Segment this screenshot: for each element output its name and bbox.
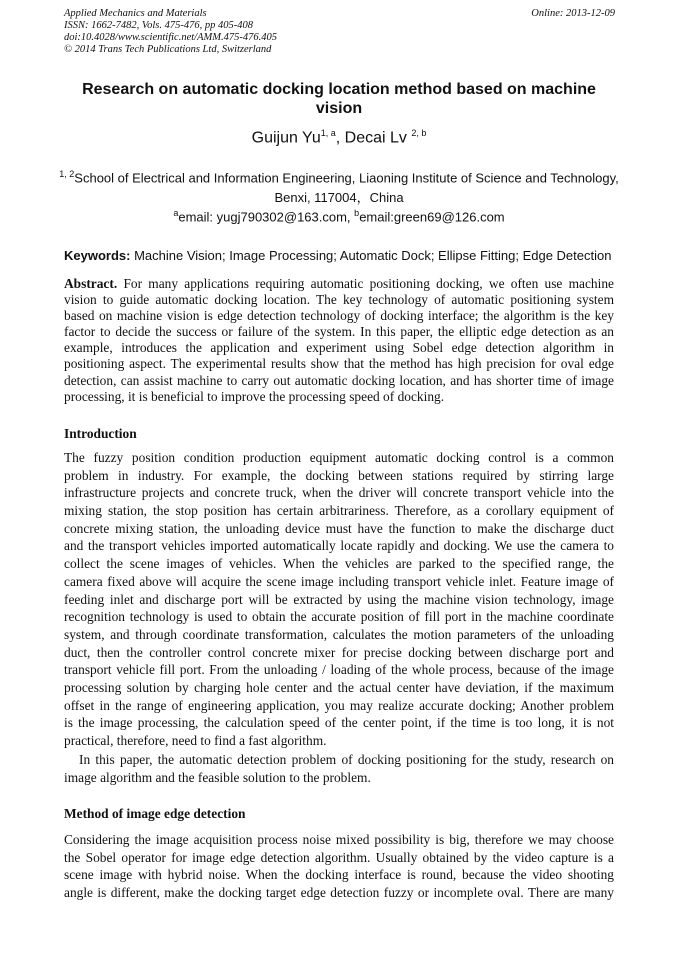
text-line: angle is different, make the docking target edge detection fuzzy or incomplete oval. There are many: [64, 885, 614, 901]
author-separator: ,: [335, 129, 345, 147]
introduction-paragraph: [64, 751, 614, 786]
keywords: [64, 248, 611, 263]
affiliation-line: School of Electrical and Information Engineering, Liaoning Institute of Science and Technology,: [74, 170, 619, 186]
text-line: and the transport vehicles imported automatically locate rapidly and docking. We use the camera to: [64, 538, 614, 554]
text-line: [64, 276, 614, 292]
text-line: positioning aspect. The experimental results show that the method has high precision for oval edge: [64, 356, 614, 372]
text-line: detection, can assist machine to carry out automatic docking location, and has shorter time of image: [64, 372, 614, 388]
emails: [64, 208, 614, 224]
text-line: image algorithm and the feasible solution to the problem.: [64, 769, 371, 785]
affiliation: [50, 164, 628, 208]
text-line: processing solution by charging hole center and the actual center have deviation, if the maximum: [64, 679, 614, 695]
text-line: problem in industry. For example, the docking between stations required by stirring large: [64, 467, 614, 483]
author-name: Decai Lv: [344, 129, 412, 147]
text-line: processing, it is beneficial to improve the processing speed of docking.: [64, 388, 445, 404]
text-line: The fuzzy position condition production equipment automatic docking control is a common: [64, 450, 614, 465]
method-paragraph: [64, 831, 614, 902]
authors: [64, 128, 614, 147]
keywords-label: Keywords:: [64, 248, 131, 263]
text-line: infrastructure projects and concrete truck, when the driver will concrete transport vehicle into the: [64, 485, 614, 501]
text-line: transport vehicle fill port. From the unloading / loading of the whole process, because of the image: [64, 662, 614, 678]
text-line: practical, therefore, need to find a fast algorithm.: [64, 733, 327, 748]
copyright: © 2014 Trans Tech Publications Ltd, Switzerland: [64, 44, 272, 55]
text-line-content: For many applications requiring automatic positioning docking, we often use machine: [117, 276, 614, 291]
author-sup: 1, a: [320, 128, 336, 138]
section-heading-method: Method of image edge detection: [64, 806, 246, 821]
text-line: feeding inlet and discharge port will be extracted by using the machine vision technology, image: [64, 591, 614, 607]
email-sup: a: [173, 208, 179, 218]
text-line: recognition technology is used to obtain the accurate position of fill port in the machine coordinate: [64, 609, 614, 625]
email-a: email: yugj790302@163.com,: [178, 209, 355, 225]
email-b: email:green69@126.com: [359, 209, 505, 225]
text-line: duct, then the controller control concrete mixer for precise docking between discharge port and: [64, 644, 614, 660]
text-line: In this paper, the automatic detection problem of docking positioning for the study, research on: [79, 752, 614, 767]
keywords-text: Machine Vision; Image Processing; Automatic Dock; Ellipse Fitting; Edge Detection: [130, 248, 612, 263]
title-line: Research on automatic docking location method based on machine: [82, 81, 596, 98]
text-line: system, and through coordinate transformation, calculates the motion parameters of the unloading: [64, 626, 614, 642]
affiliation-line: Benxi, 117004，China: [274, 190, 404, 206]
text-line: Considering the image acquisition process noise mixed possibility is big, therefore we may choose: [64, 832, 614, 847]
journal-name: Applied Mechanics and Materials: [64, 8, 207, 19]
text-line: factor to decide the success or failure of the system. In this paper, the elliptic edge detection as an: [64, 324, 614, 340]
text-line: vision to guide automatic docking location. The key technology of automatic positioning system: [64, 292, 614, 308]
text-line: the Sobel operator for image edge detection algorithm. Usually obtained by the video capture is a: [64, 849, 614, 865]
doi: doi:10.4028/www.scientific.net/AMM.475-476.405: [64, 32, 277, 43]
abstract-label: Abstract.: [64, 276, 118, 291]
affiliation-sup: 1, 2: [59, 169, 75, 179]
text-line: camera fixed above will acquire the scene image including transport vehicle inlet. Feature image of: [64, 573, 614, 589]
section-heading-introduction: Introduction: [64, 426, 137, 441]
introduction-paragraph: [64, 449, 614, 750]
text-line: offset in the range of engineering application, you may realize accurate docking; Another problem: [64, 697, 614, 713]
paper-title: [64, 80, 614, 118]
issn: ISSN: 1662-7482, Vols. 475-476, pp 405-408: [64, 20, 253, 31]
text-line: is the image processing, the calculation speed of the center point, if the time is too long, it is not: [64, 715, 614, 731]
text-line: example, introduces the application and experiment using Sobel edge detection algorithm in: [64, 340, 614, 356]
text-line: based on machine vision is edge detection technology of docking interface; the algorithm is the key: [64, 308, 614, 324]
author-sup: 2, b: [411, 128, 427, 138]
title-line: vision: [315, 100, 363, 117]
text-line: collect the scene images of vehicles. When the vehicles are parked to the specified range, the: [64, 556, 614, 572]
abstract: [64, 276, 614, 405]
text-line: mixing station, the stop position has certain arbitrariness. Therefore, as a corollary equipment of: [64, 503, 614, 519]
text-line: scene image with hybrid noise. When the docking interface is round, because the video shooting: [64, 867, 614, 883]
author-name: Guijun Yu: [251, 129, 321, 147]
email-sup: b: [354, 208, 360, 218]
journal-header: [64, 8, 277, 56]
text-line: concrete mixing station, the unloading device must have the function to make the discharge duct: [64, 520, 614, 536]
online-date: Online: 2013-12-09: [531, 8, 615, 19]
